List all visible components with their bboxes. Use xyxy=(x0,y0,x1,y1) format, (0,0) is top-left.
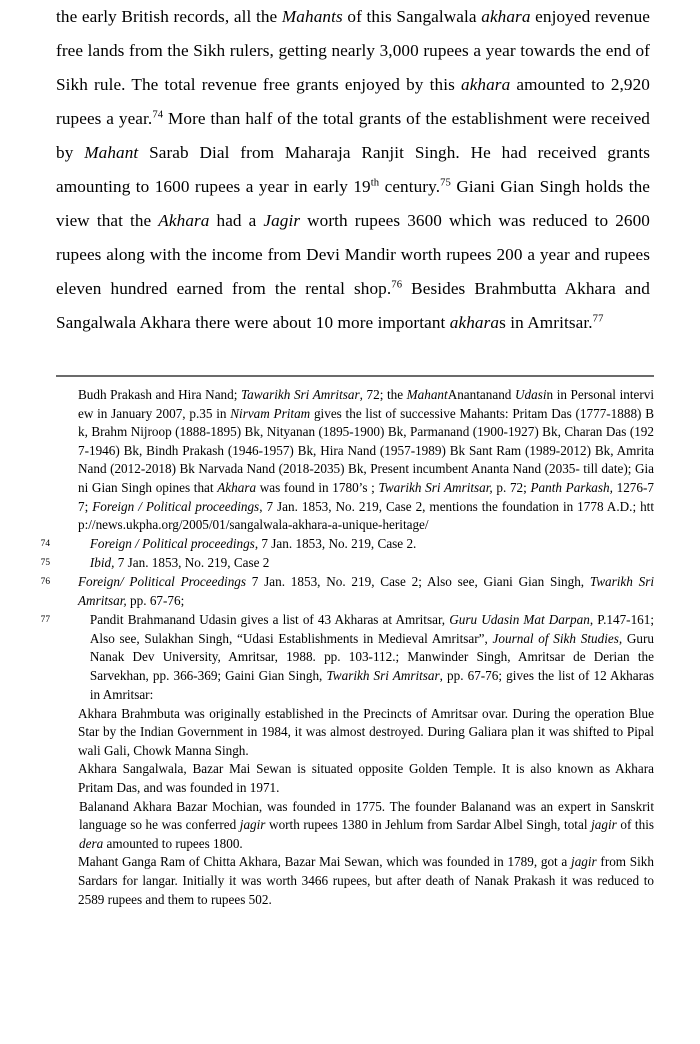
footnote-entry-73-continued xyxy=(26,386,654,535)
footnotes-area xyxy=(26,386,654,909)
akhara-entry-sangalwala: Akhara Sangalwala, Bazar Mai Sewan is situated opposite Golden Temple. It is also known as Akhara Pritam Das, and was founded in 1971. xyxy=(78,761,654,795)
footnote-text: Pandit Brahmanand Udasin gives a list of 43 Akharas at Amritsar, Guru Udasin Mat Darpan, P.147-161; Also see, Sulakhan Singh, “Udasi Establishments in Medieval Amritsar”, Journal of Sikh Studies, Guru Nanak Dev University, Amritsar, 1988. pp. 103-112.; Manwinder Singh, Amritsar de Derian the Sarvekhan, pp. 366-369; Gaini Gian Singh, Twarikh Sri Amritsar, pp. 67-76; gives the list of 12 Akharas in Amritsar: xyxy=(89,612,655,702)
footnote-entry-77 xyxy=(26,611,654,704)
body-text-area xyxy=(56,0,650,340)
footnote-entry-74 xyxy=(26,535,654,554)
akhara-entry-chitta: Mahant Ganga Ram of Chitta Akhara, Bazar Mai Sewan, which was founded in 1789, got a jagir from Sikh Sardars for langar. Initially it was worth 3466 rupees, but after death of Nanak Prakash it was reduced to 2589 rupees and them to rupees 502. xyxy=(78,854,654,907)
akhara-entry-brahmbuta: Akhara Brahmbuta was originally established in the Precincts of Amritsar ovar. During the operation Blue Star by the Indian Government in 1984, it was almost destroyed. During Galiara plan it was shifted to Pipal wali Gali, Chowk Manna Singh. xyxy=(78,705,654,758)
footnote-number: 76 xyxy=(40,577,50,588)
footnote-separator-rule xyxy=(56,375,654,377)
footnote-number: 77 xyxy=(40,615,50,626)
footnote-text: Foreign / Political proceedings, 7 Jan. 1853, No. 219, Case 2. xyxy=(89,536,417,552)
footnote-entry-76 xyxy=(26,573,654,610)
footnote-text: Foreign/ Political Proceedings 7 Jan. 1853, No. 219, Case 2; Also see, Giani Gian Singh, Twarikh Sri Amritsar, pp. 67-76; xyxy=(78,574,654,609)
footnote-number: 75 xyxy=(40,558,50,569)
footnote-text: Ibid, 7 Jan. 1853, No. 219, Case 2 xyxy=(89,555,270,571)
body-paragraph: the early British records, all the Mahants of this Sangalwala akhara enjoyed revenue free lands from the Sikh rulers, getting nearly 3,000 rupees a year towards the end of Sikh rule. The total revenue free grants enjoyed by this akhara amounted to 2,920 rupees a year.$^{74}$ More than half of the total grants of the establishment were received by Mahant Sarab Dial from Maharaja Ranjit Singh. He had received grants amounting to 1600 rupees a year in early 19th century.$^{75}$ Giani Gian Singh holds the view that the Akhara had a Jagir worth rupees 3600 which was reduced to 2600 rupees along with the income from Devi Mandir worth rupees 200 a year and rupees eleven hundred earned from the rental shop.$^{76}$ Besides Brahmbutta Akhara and Sangalwala Akhara there were about 10 more important akharas in Amritsar.$^{77}$ xyxy=(56,7,651,332)
footnote-number: 74 xyxy=(40,539,50,550)
footnote-text: Budh Prakash and Hira Nand; Tawarikh Sri Amritsar, 72; the MahantAnantanand Udasin in Personal interview in January 2007, p.35 in Nirvam Pritam gives the list of successive Mahants: Pritam Das (1777-1888) Bk, Brahm Nijroop (1888-1895) Bk, Nityanan (1895-1900) Bk, Parmanand (1900-1927) Bk, Charan Das (1927-1946) Bk, Bindh Prakash (1946-1957) Bk, Hira Nand (1957-1989) Bk Sant Ram (1989-2012) Bk, Amrita Nand (2012-2018) Bk Narvada Nand (2018-2035) Bk, Present incumbent Ananta Nand (2035- till date); Giani Gian Singh opines that Akhara was found in 1780’s ; Twarikh Sri Amritsar, p. 72; Panth Parkash, 1276-77; Foreign / Political proceedings, 7 Jan. 1853, No. 219, Case 2, mentions the foundation in 1778 A.D.; http://news.ukpha.org/2005/01/sangalwala-akhara-a-unique-heritage/ xyxy=(78,387,655,533)
footnote-entry-75 xyxy=(26,554,654,573)
akhara-entry-balanand: Balanand Akhara Bazar Mochian, was founded in 1775. The founder Balanand was an expert in Sanskrit language so he was conferred jagir worth rupees 1380 in Jehlum from Sardar Albel Singh, total jagir of this dera amounted to rupees 1800. xyxy=(79,798,654,851)
